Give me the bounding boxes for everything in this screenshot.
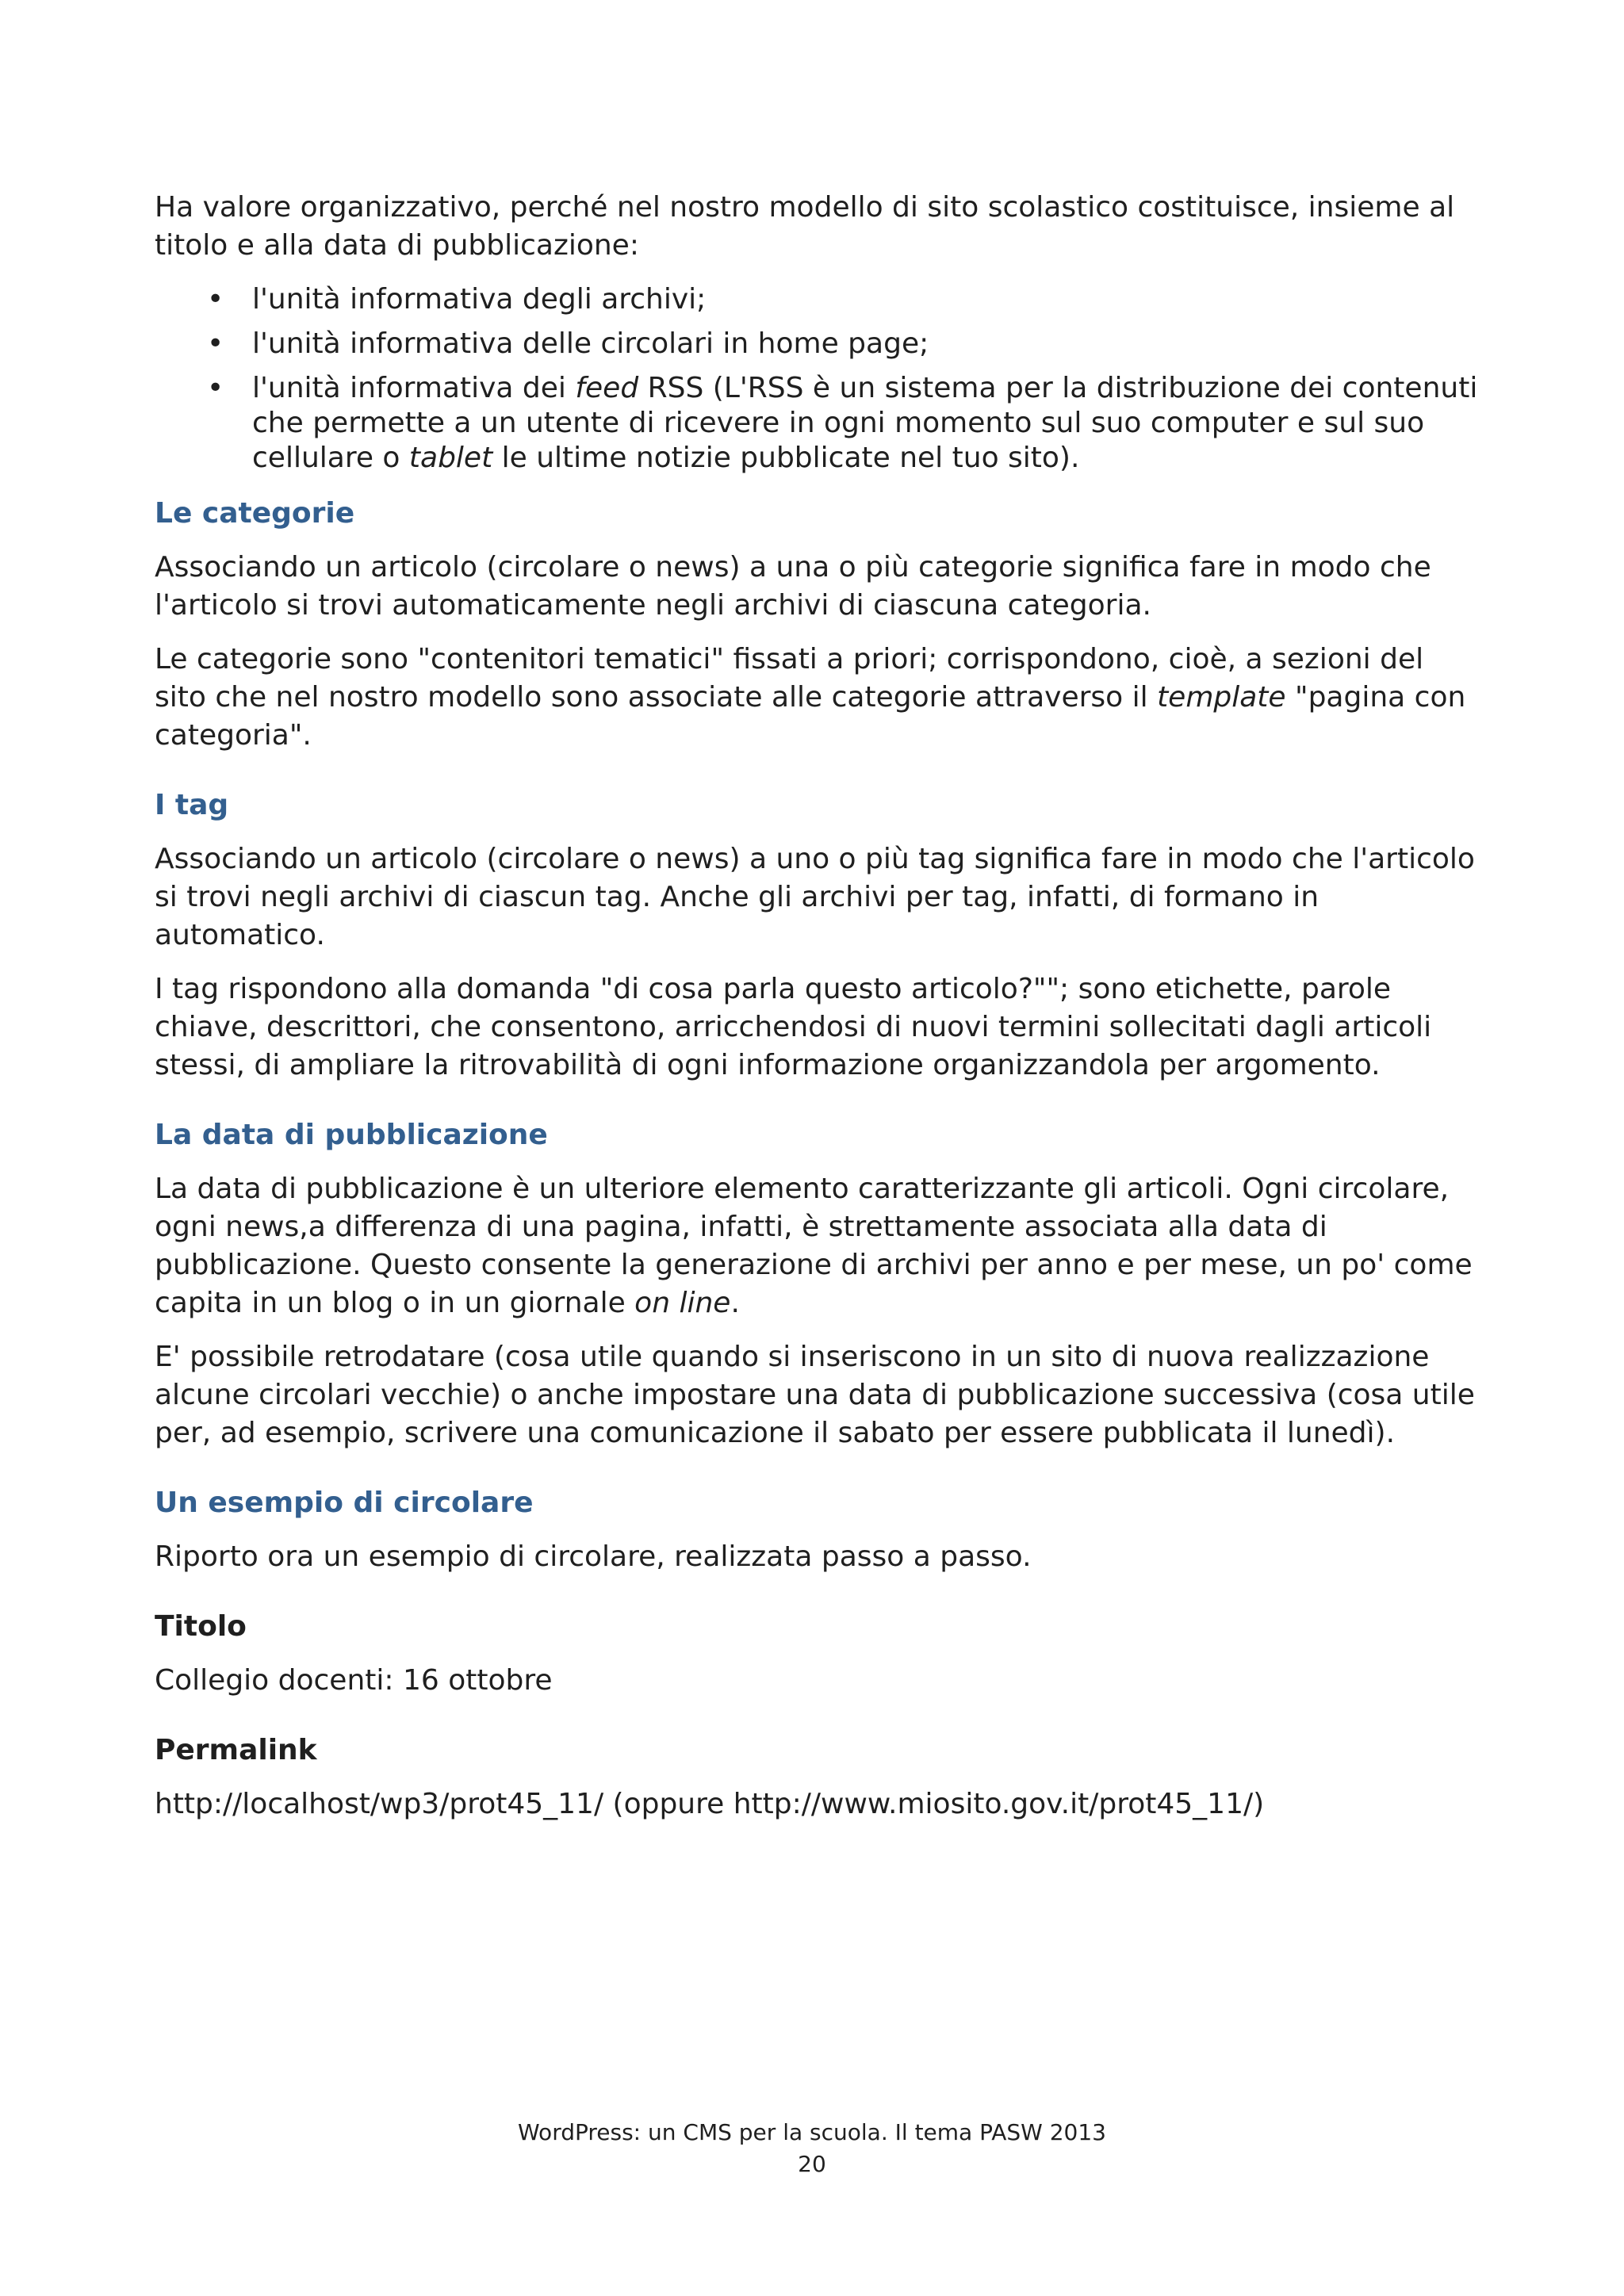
intro-paragraph: Ha valore organizzativo, perché nel nostro modello di sito scolastico costituisce, insieme al titolo e alla data di pubblicazione: xyxy=(155,191,1455,262)
document-page xyxy=(155,189,1480,1839)
categorie-paragraph-1: Associando un articolo (circolare o news) a una o più categorie significa fare in modo che l'articolo si trovi automaticamente negli archivi di ciascuna categoria. xyxy=(155,551,1431,622)
data-paragraph-1: La data di pubblicazione è un ulteriore elemento caratterizzante gli articoli. Ogni circolare, ogni news,a differenza di una pagina, infatti, è strettamente associata alla data di pubblicazione. Questo consente la generazione di archivi per anno e per mese, un po' come capita in un blog o in un giornale on line. xyxy=(155,1173,1473,1319)
field-label-permalink: Permalink xyxy=(155,1734,317,1766)
field-value-titolo: Collegio docenti: 16 ottobre xyxy=(155,1664,553,1697)
page-number: 20 xyxy=(798,2151,826,2177)
section-heading-data: La data di pubblicazione xyxy=(155,1119,548,1151)
footer-title: WordPress: un CMS per la scuola. Il tema PASW 2013 xyxy=(518,2119,1106,2145)
page-footer xyxy=(0,2117,1624,2180)
data-paragraph-2: E' possibile retrodatare (cosa utile quando si inseriscono in un sito di nuova realizzazione alcune circolari vecchie) o anche impostare una data di pubblicazione successiva (cosa utile per, ad esempio, scrivere una comunicazione il sabato per essere pubblicata il lunedì). xyxy=(155,1341,1475,1449)
section-heading-tag: I tag xyxy=(155,789,229,821)
bullet-item: • l'unità informativa dei feed RSS (L'RSS è un sistema per la distribuzione dei contenuti che permette a un utente di ricevere in ogni momento sul suo computer e sul suo cellulare o tablet le ultime notizie pubblicate nel tuo sito). xyxy=(252,371,1480,476)
field-label-titolo: Titolo xyxy=(155,1610,247,1643)
section-heading-esempio: Un esempio di circolare xyxy=(155,1487,534,1519)
esempio-paragraph: Riporto ora un esempio di circolare, realizzata passo a passo. xyxy=(155,1540,1032,1573)
section-heading-categorie: Le categorie xyxy=(155,497,355,530)
bullet-item: • l'unità informativa degli archivi; xyxy=(252,282,1480,317)
categorie-paragraph-2: Le categorie sono "contenitori tematici" fissati a priori; corrispondono, cioè, a sezioni del sito che nel nostro modello sono associate alle categorie attraverso il template "pagina con categoria". xyxy=(155,643,1466,752)
field-value-permalink: http://localhost/wp3/prot45_11/ (oppure http://www.miosito.gov.it/prot45_11/) xyxy=(155,1788,1265,1820)
tag-paragraph-2: I tag rispondono alla domanda "di cosa parla questo articolo?""; sono etichette, parole chiave, descrittori, che consentono, arricchendosi di nuovi termini sollecitati dagli articoli stessi, di ampliare la ritrovabilità di ogni informazione organizzandola per argomento. xyxy=(155,973,1432,1081)
bullet-list xyxy=(155,282,1480,476)
bullet-item: • l'unità informativa delle circolari in home page; xyxy=(252,327,1480,362)
tag-paragraph-1: Associando un articolo (circolare o news) a uno o più tag significa fare in modo che l'articolo si trovi negli archivi di ciascun tag. Anche gli archivi per tag, infatti, di formano in automatico. xyxy=(155,843,1475,951)
